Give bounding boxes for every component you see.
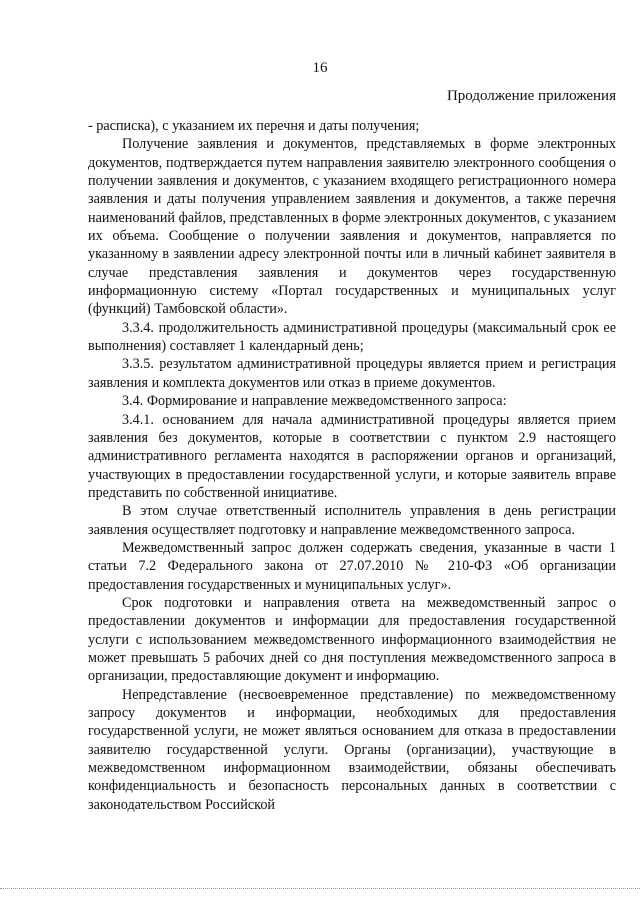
page-number: 16 bbox=[312, 60, 328, 76]
paragraph-3: 3.3.4. продолжительность административной процедуры (максимальный срок ее выполнения) составляет 1 календарный день; bbox=[88, 319, 616, 355]
paragraph-5: 3.4. Формирование и направление межведомственного запроса: bbox=[122, 393, 507, 410]
paragraph-7: В этом случае ответственный исполнитель управления в день регистрации заявления осуществляет подготовку и направление межведомственного запроса. bbox=[88, 503, 616, 538]
continuation-heading: Продолжение приложения bbox=[446, 88, 616, 104]
paragraph-4: 3.3.5. результатом административной процедуры является прием и регистрация заявления и комплекта документов или отказ в приеме документов. bbox=[88, 356, 616, 391]
paragraph-10: Непредставление (несвоевременное представление) по межведомственному запросу документов и информации, необходимых для предоставления государственной услуги, не может являться основанием для отказа в предоставлении заявителю государственной услуги. Органы (организации), участвующие в межведомственном информационном взаимодействии, обязаны обеспечивать конфиденциальность и безопасность персональных данных в соответствии с законодательством Российской bbox=[88, 686, 616, 813]
paragraph-1: - расписка), с указанием их перечня и даты получения; bbox=[88, 118, 420, 134]
document-body bbox=[88, 117, 616, 814]
paragraph-6: 3.4.1. основанием для начала административной процедуры является прием заявления без документов, которые в соответствии с пунктом 2.9 настоящего административного регламента находятся в распоряжении органов и организаций, участвующих в предоставлении государственной услуги, и которые заявитель вправе представить по собственной инициативе. bbox=[88, 411, 616, 501]
paragraph-8: Межведомственный запрос должен содержать сведения, указанные в части 1 статьи 7.2 Федерального закона от 27.07.2010 № 210-ФЗ «Об организации предоставления государственных и муниципальных услуг». bbox=[88, 539, 616, 593]
paragraph-9: Срок подготовки и направления ответа на межведомственный запрос о предоставлении документов и информации для предоставления государственной услуги с использованием межведомственного информационного взаимодействия не может превышать 5 рабочих дней со дня поступления межведомственного запроса в организации, предоставляющие документ и информацию. bbox=[88, 594, 616, 685]
scan-edge-line bbox=[0, 888, 640, 890]
paragraph-2: Получение заявления и документов, представляемых в форме электронных документов, подтверждается путем направления заявителю электронного сообщения о получении заявления и документов, с указанием входящего регистрационного номера заявления и даты получения управлением заявления и документов, а также перечня наименований файлов, представленных в форме электронных документов, с указанием их объема. Сообщение о получении заявления и документов, направляется по указанному в заявлении адресу электронной почты или в личный кабинет заявителя в случае представления заявления и документов через государственную информационную систему «Портал государственных и муниципальных услуг (функций) Тамбовской области». bbox=[88, 136, 616, 318]
